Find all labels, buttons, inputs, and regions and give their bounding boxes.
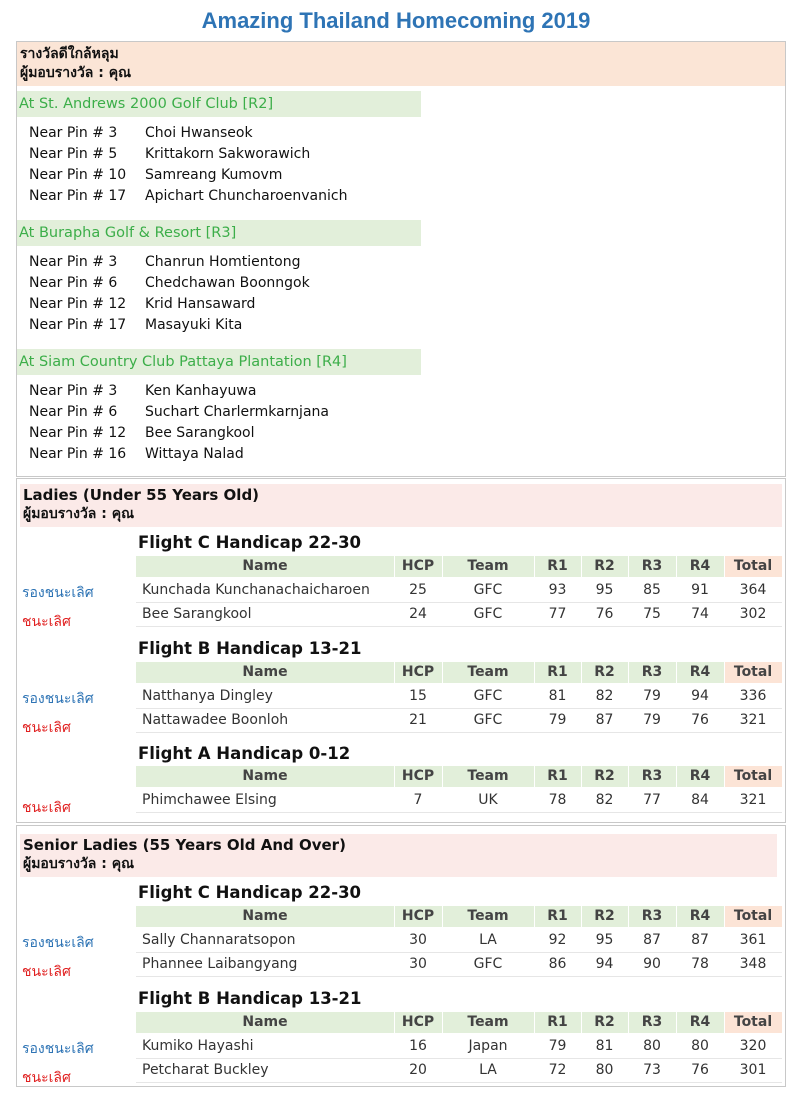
table-row xyxy=(136,708,782,733)
senior-banner xyxy=(20,834,777,877)
table-header xyxy=(136,766,782,787)
page-title: Amazing Thailand Homecoming 2019 xyxy=(201,8,591,33)
cell-total: 364 xyxy=(739,582,767,598)
senior-heading: Senior Ladies (55 Years Old And Over) xyxy=(23,836,346,854)
header-divider xyxy=(676,906,677,927)
cell-name: Bee Sarangkool xyxy=(142,606,252,622)
near-pin-row xyxy=(29,123,429,144)
cell-r1: 78 xyxy=(548,792,567,808)
header-divider xyxy=(724,906,725,927)
header-divider xyxy=(724,1012,725,1033)
header-divider xyxy=(442,1012,443,1033)
near-pin-player: Chedchawan Boonngok xyxy=(145,275,310,291)
near-pin-number: Near Pin # 5 xyxy=(29,146,118,162)
near-pin-row xyxy=(29,381,429,402)
cell-team: GFC xyxy=(473,712,503,728)
header-divider xyxy=(676,662,677,683)
cell-team: Japan xyxy=(468,1038,508,1054)
header-divider xyxy=(724,766,725,787)
header-divider xyxy=(581,556,582,577)
near-pin-player: Chanrun Homtientong xyxy=(145,254,301,270)
cell-r3: 90 xyxy=(643,956,661,972)
cell-r4: 74 xyxy=(691,606,709,622)
table-header xyxy=(136,1012,782,1033)
table-row xyxy=(136,952,782,977)
header-r4: R4 xyxy=(689,1014,711,1030)
cell-r2: 81 xyxy=(595,1038,614,1054)
cell-r3: 77 xyxy=(643,792,661,808)
header-r3: R3 xyxy=(641,768,663,784)
cell-total: 302 xyxy=(739,606,767,622)
cell-r1: 77 xyxy=(548,606,567,622)
header-total: Total xyxy=(724,906,782,927)
header-r3: R3 xyxy=(641,908,663,924)
near-pin-row xyxy=(29,252,429,273)
rank-winner: ชนะเลิศ xyxy=(22,964,71,980)
cell-name: Kunchada Kunchanachaicharoen xyxy=(142,582,370,598)
header-divider xyxy=(676,556,677,577)
table-row xyxy=(136,928,782,953)
cell-r4: 84 xyxy=(691,792,709,808)
header-divider xyxy=(442,556,443,577)
cell-r1: 79 xyxy=(548,1038,567,1054)
header-team: Team xyxy=(467,558,509,574)
near-pin-number: Near Pin # 17 xyxy=(29,188,127,204)
cell-hcp: 15 xyxy=(409,688,427,704)
cell-r2: 94 xyxy=(595,956,614,972)
header-name: Name xyxy=(242,908,288,924)
cell-r2: 87 xyxy=(595,712,614,728)
cell-total: 301 xyxy=(739,1062,767,1078)
near-pin-player: Masayuki Kita xyxy=(145,317,243,333)
header-divider xyxy=(628,1012,629,1033)
cell-team: GFC xyxy=(473,956,503,972)
header-r2: R2 xyxy=(594,1014,615,1030)
cell-hcp: 30 xyxy=(409,932,427,948)
near-pin-row xyxy=(29,144,429,165)
header-divider xyxy=(534,906,535,927)
header-divider xyxy=(442,766,443,787)
cell-name: Phimchawee Elsing xyxy=(142,792,277,808)
cell-hcp: 16 xyxy=(409,1038,427,1054)
near-pin-row xyxy=(29,315,429,336)
cell-name: Kumiko Hayashi xyxy=(142,1038,254,1054)
rank-winner: ชนะเลิศ xyxy=(22,1070,71,1086)
header-team: Team xyxy=(467,1014,509,1030)
cell-r4: 76 xyxy=(691,712,709,728)
rank-runner-up: รองชนะเลิศ xyxy=(22,935,94,951)
cell-total: 321 xyxy=(739,792,767,808)
cell-r1: 92 xyxy=(548,932,567,948)
near-pin-number: Near Pin # 6 xyxy=(29,275,118,291)
header-divider xyxy=(628,906,629,927)
header-r2: R2 xyxy=(594,768,615,784)
near-pin-banner xyxy=(17,42,785,86)
cell-r3: 73 xyxy=(643,1062,661,1078)
header-divider xyxy=(534,766,535,787)
header-divider xyxy=(628,556,629,577)
cell-r1: 72 xyxy=(548,1062,567,1078)
cell-r4: 78 xyxy=(691,956,709,972)
near-pin-row xyxy=(29,294,429,315)
table-row xyxy=(136,788,782,813)
header-r3: R3 xyxy=(641,664,663,680)
cell-r1: 93 xyxy=(548,582,567,598)
header-divider xyxy=(534,556,535,577)
cell-r3: 79 xyxy=(643,712,661,728)
near-pin-row xyxy=(29,186,429,207)
near-pin-player: Wittaya Nalad xyxy=(145,446,244,462)
near-pin-player: Bee Sarangkool xyxy=(145,425,255,441)
cell-hcp: 20 xyxy=(409,1062,427,1078)
header-name: Name xyxy=(242,768,288,784)
header-divider xyxy=(628,766,629,787)
cell-total: 321 xyxy=(739,712,767,728)
cell-name: Phannee Laibangyang xyxy=(142,956,298,972)
header-r2: R2 xyxy=(594,558,615,574)
header-r1: R1 xyxy=(547,908,568,924)
rank-runner-up: รองชนะเลิศ xyxy=(22,585,94,601)
header-r4: R4 xyxy=(689,908,711,924)
flight-title: Flight B Handicap 13-21 xyxy=(138,989,362,1008)
cell-total: 348 xyxy=(739,956,767,972)
near-pin-number: Near Pin # 12 xyxy=(29,425,127,441)
near-pin-heading: รางวัลดีใกล้หลุม xyxy=(20,46,119,62)
cell-r3: 85 xyxy=(643,582,661,598)
ladies-heading: Ladies (Under 55 Years Old) xyxy=(23,486,260,504)
rank-runner-up: รองชนะเลิศ xyxy=(22,1041,94,1057)
header-r3: R3 xyxy=(641,1014,663,1030)
header-divider xyxy=(724,556,725,577)
header-divider xyxy=(581,662,582,683)
header-divider xyxy=(581,906,582,927)
near-pin-number: Near Pin # 17 xyxy=(29,317,127,333)
cell-total: 361 xyxy=(739,932,767,948)
header-r2: R2 xyxy=(594,908,615,924)
cell-r2: 82 xyxy=(595,792,614,808)
header-divider xyxy=(442,662,443,683)
cell-hcp: 24 xyxy=(409,606,427,622)
rank-winner: ชนะเลิศ xyxy=(22,614,71,630)
header-r4: R4 xyxy=(689,768,711,784)
header-divider xyxy=(394,556,395,577)
cell-r4: 76 xyxy=(691,1062,709,1078)
header-hcp: HCP xyxy=(401,1014,435,1030)
near-pin-row xyxy=(29,165,429,186)
near-pin-player: Ken Kanhayuwa xyxy=(145,383,257,399)
near-pin-player: Apichart Chuncharoenvanich xyxy=(145,188,348,204)
venue-title: At Siam Country Club Pattaya Plantation [R4] xyxy=(17,349,421,375)
header-r1: R1 xyxy=(547,768,568,784)
cell-r2: 82 xyxy=(595,688,614,704)
header-total: Total xyxy=(724,662,782,683)
near-pin-number: Near Pin # 3 xyxy=(29,254,118,270)
cell-team: GFC xyxy=(473,582,503,598)
header-team: Team xyxy=(467,664,509,680)
rank-runner-up: รองชนะเลิศ xyxy=(22,691,94,707)
cell-team: GFC xyxy=(473,606,503,622)
header-total: Total xyxy=(724,556,782,577)
cell-name: Nattawadee Boonloh xyxy=(142,712,289,728)
ladies-banner xyxy=(20,484,782,527)
cell-total: 320 xyxy=(739,1038,767,1054)
header-hcp: HCP xyxy=(401,768,435,784)
header-r1: R1 xyxy=(547,558,568,574)
header-divider xyxy=(394,766,395,787)
cell-r4: 80 xyxy=(691,1038,709,1054)
cell-r2: 95 xyxy=(595,932,614,948)
header-divider xyxy=(394,906,395,927)
cell-r3: 87 xyxy=(643,932,661,948)
flight-title: Flight A Handicap 0-12 xyxy=(138,744,351,763)
rank-winner: ชนะเลิศ xyxy=(22,800,71,816)
cell-total: 336 xyxy=(739,688,767,704)
cell-r4: 87 xyxy=(691,932,709,948)
near-pin-number: Near Pin # 3 xyxy=(29,383,118,399)
near-pin-number: Near Pin # 3 xyxy=(29,125,118,141)
near-pin-player: Suchart Charlermkarnjana xyxy=(145,404,329,420)
table-row xyxy=(136,1058,782,1083)
table-header xyxy=(136,556,782,577)
flight-title: Flight C Handicap 22-30 xyxy=(138,533,362,552)
header-name: Name xyxy=(242,558,288,574)
near-pin-row xyxy=(29,423,429,444)
header-team: Team xyxy=(467,908,509,924)
cell-name: Sally Channaratsopon xyxy=(142,932,296,948)
cell-r4: 94 xyxy=(691,688,709,704)
near-pin-row xyxy=(29,444,429,465)
header-r1: R1 xyxy=(547,664,568,680)
cell-r1: 86 xyxy=(548,956,567,972)
cell-hcp: 30 xyxy=(409,956,427,972)
cell-hcp: 7 xyxy=(413,792,423,808)
header-name: Name xyxy=(242,1014,288,1030)
header-r3: R3 xyxy=(641,558,663,574)
ladies-presenter: ผู้มอบรางวัล : คุณ xyxy=(23,506,135,522)
header-divider xyxy=(676,1012,677,1033)
venue-title: At St. Andrews 2000 Golf Club [R2] xyxy=(17,91,421,117)
venue-title: At Burapha Golf & Resort [R3] xyxy=(17,220,421,246)
cell-r3: 80 xyxy=(643,1038,661,1054)
header-team: Team xyxy=(467,768,509,784)
near-pin-player: Samreang Kumovm xyxy=(145,167,283,183)
header-r4: R4 xyxy=(689,664,711,680)
header-divider xyxy=(394,662,395,683)
header-hcp: HCP xyxy=(401,558,435,574)
cell-r3: 75 xyxy=(643,606,661,622)
cell-r4: 91 xyxy=(691,582,709,598)
near-pin-player: Krittakorn Sakworawich xyxy=(145,146,311,162)
header-total: Total xyxy=(724,1012,782,1033)
cell-team: UK xyxy=(478,792,498,808)
header-divider xyxy=(628,662,629,683)
header-total: Total xyxy=(724,766,782,787)
header-hcp: HCP xyxy=(401,664,435,680)
flight-title: Flight C Handicap 22-30 xyxy=(138,883,362,902)
header-divider xyxy=(676,766,677,787)
cell-team: LA xyxy=(479,1062,497,1078)
header-divider xyxy=(581,1012,582,1033)
cell-name: Petcharat Buckley xyxy=(142,1062,269,1078)
cell-r2: 76 xyxy=(595,606,614,622)
rank-winner: ชนะเลิศ xyxy=(22,720,71,736)
cell-name: Natthanya Dingley xyxy=(142,688,273,704)
near-pin-row xyxy=(29,273,429,294)
near-pin-presenter: ผู้มอบรางวัล : คุณ xyxy=(20,65,132,81)
cell-r1: 79 xyxy=(548,712,567,728)
near-pin-row xyxy=(29,402,429,423)
cell-team: GFC xyxy=(473,688,503,704)
near-pin-number: Near Pin # 16 xyxy=(29,446,127,462)
table-row xyxy=(136,684,782,709)
cell-team: LA xyxy=(479,932,497,948)
cell-hcp: 21 xyxy=(409,712,427,728)
table-row xyxy=(136,1034,782,1059)
header-r2: R2 xyxy=(594,664,615,680)
near-pin-number: Near Pin # 6 xyxy=(29,404,118,420)
near-pin-player: Choi Hwanseok xyxy=(145,125,253,141)
header-r4: R4 xyxy=(689,558,711,574)
flight-title: Flight B Handicap 13-21 xyxy=(138,639,362,658)
header-divider xyxy=(581,766,582,787)
header-divider xyxy=(394,1012,395,1033)
table-row xyxy=(136,602,782,627)
cell-r2: 95 xyxy=(595,582,614,598)
cell-hcp: 25 xyxy=(409,582,427,598)
table-header xyxy=(136,662,782,683)
senior-presenter: ผู้มอบรางวัล : คุณ xyxy=(23,856,135,872)
header-divider xyxy=(442,906,443,927)
near-pin-number: Near Pin # 12 xyxy=(29,296,127,312)
cell-r3: 79 xyxy=(643,688,661,704)
header-divider xyxy=(724,662,725,683)
table-row xyxy=(136,578,782,603)
near-pin-player: Krid Hansaward xyxy=(145,296,256,312)
table-header xyxy=(136,906,782,927)
header-name: Name xyxy=(242,664,288,680)
header-hcp: HCP xyxy=(401,908,435,924)
header-divider xyxy=(534,1012,535,1033)
cell-r2: 80 xyxy=(595,1062,614,1078)
near-pin-number: Near Pin # 10 xyxy=(29,167,127,183)
header-divider xyxy=(534,662,535,683)
cell-r1: 81 xyxy=(548,688,567,704)
header-r1: R1 xyxy=(547,1014,568,1030)
